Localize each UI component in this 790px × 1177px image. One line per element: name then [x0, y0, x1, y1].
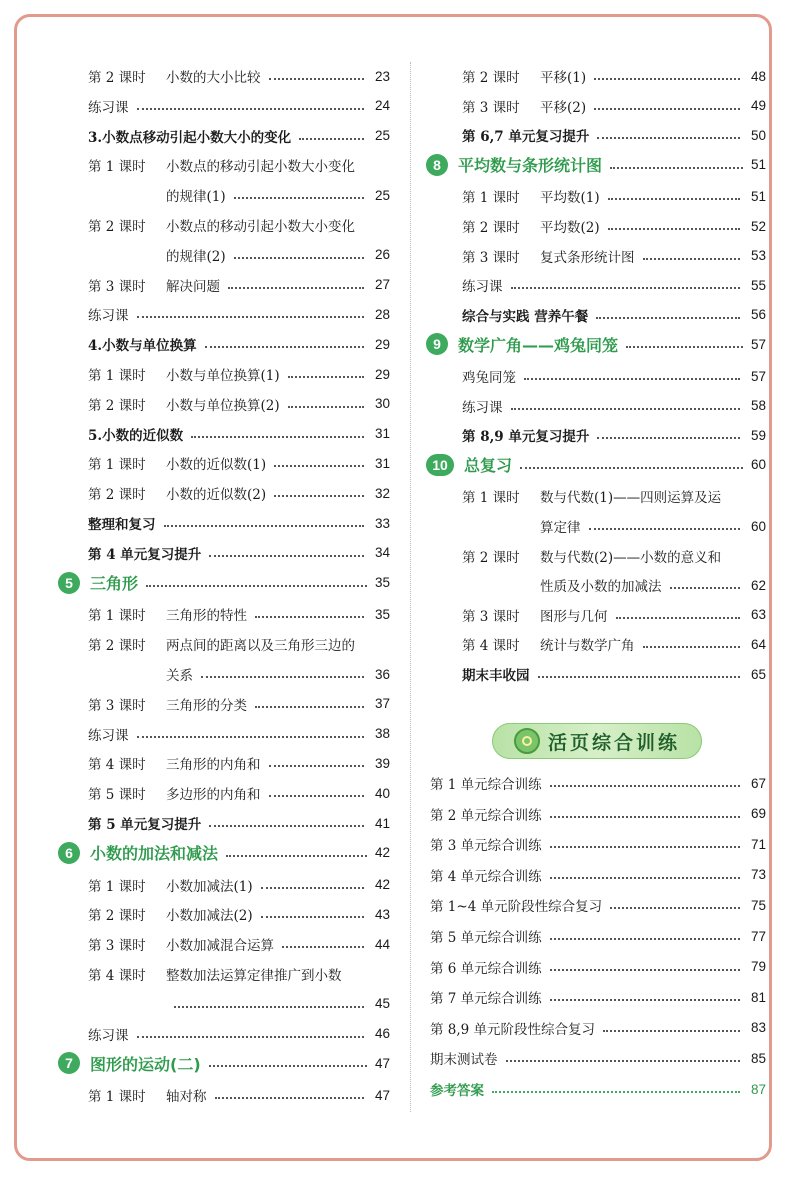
entry-title: 小数的近似数(1) [166, 457, 267, 474]
dot-leader [524, 378, 740, 380]
toc-chapter-7[interactable] [58, 1050, 390, 1076]
entry-title: 第 5 单元复习提升 [88, 817, 202, 833]
entry-title: 练习课 [88, 1027, 129, 1044]
toc-chapter-5[interactable] [58, 570, 390, 596]
chapter-title: 总复习 [464, 456, 513, 476]
toc-entry[interactable] [462, 394, 766, 418]
dot-leader [228, 287, 364, 289]
entry-title-continued: 性质及小数的加减法 [540, 579, 662, 596]
toc-entry[interactable] [462, 123, 766, 147]
entry-title: 练习课 [462, 399, 503, 416]
banner-title: 活页综合训练 [547, 731, 680, 754]
page-number: 23 [374, 68, 390, 84]
toc-entry[interactable] [430, 985, 766, 1009]
page-number: 24 [374, 98, 390, 114]
page-number: 50 [750, 127, 766, 143]
toc-entry[interactable] [88, 332, 390, 356]
page-number: 30 [374, 396, 390, 412]
dot-leader [670, 587, 741, 589]
dot-leader [261, 916, 364, 918]
entry-title-continued: 的规律(1) [166, 189, 226, 206]
page-number: 47 [374, 1055, 390, 1071]
entry-title: 三角形的分类 [166, 697, 247, 714]
page-number: 31 [374, 426, 390, 442]
dot-leader [538, 676, 741, 678]
chapter-number-badge: 6 [58, 842, 80, 864]
entry-title: 小数加减法(2) [166, 908, 253, 925]
entry-title: 第 1~4 单元阶段性综合复习 [430, 899, 603, 916]
page-number: 45 [374, 996, 390, 1012]
entry-title: 小数加减法(1) [166, 878, 253, 895]
dot-leader [608, 198, 740, 200]
page-number: 39 [374, 755, 390, 771]
page-number: 34 [374, 545, 390, 561]
page-number: 29 [374, 336, 390, 352]
chapter-title: 小数的加法和减法 [90, 844, 219, 864]
lesson-label: 第 1 课时 [462, 490, 520, 507]
page-number: 52 [750, 218, 766, 234]
toc-entry[interactable] [88, 751, 390, 775]
lesson-label: 第 2 课时 [462, 549, 520, 566]
dot-leader [608, 228, 740, 230]
dot-leader [282, 946, 364, 948]
toc-entry[interactable] [88, 873, 390, 897]
dot-leader [299, 138, 364, 140]
toc-entry[interactable] [88, 662, 390, 686]
entry-title: 整数加法运算定律推广到小数 [166, 968, 342, 984]
entry-title: 两点间的距离以及三角形三边的 [166, 638, 355, 655]
dot-leader [626, 346, 743, 348]
entry-title: 第 8,9 单元阶段性综合复习 [430, 1021, 596, 1038]
page-number: 81 [750, 989, 766, 1005]
entry-title: 5.小数的近似数 [88, 427, 184, 444]
page-number: 46 [374, 1026, 390, 1042]
entry-title: 小数点的移动引起小数大小变化 [166, 219, 355, 235]
entry-title: 数与代数(2)——小数的意义和 [540, 549, 722, 566]
page-number: 87 [750, 1081, 766, 1097]
lesson-label: 第 2 课时 [88, 219, 146, 235]
toc-entry[interactable] [462, 544, 766, 568]
toc-entry[interactable] [462, 603, 766, 627]
page-number: 83 [750, 1020, 766, 1036]
toc-entry[interactable] [88, 932, 390, 956]
chapter-title: 平均数与条形统计图 [458, 156, 603, 176]
chapter-number-badge: 8 [426, 154, 448, 176]
toc-entry[interactable] [88, 1083, 390, 1107]
page-number: 69 [750, 806, 766, 822]
toc-entry[interactable] [88, 811, 390, 835]
dot-leader [215, 1097, 365, 1099]
toc-entry[interactable] [88, 902, 390, 926]
dot-leader [234, 197, 364, 199]
entry-title: 3.小数点移动引起小数大小的变化 [88, 129, 292, 146]
lesson-label: 第 2 课时 [88, 487, 146, 504]
page-number: 32 [374, 485, 390, 501]
lesson-label: 第 2 课时 [88, 908, 146, 925]
dot-leader [506, 1060, 741, 1062]
lesson-label: 第 3 课时 [88, 278, 146, 295]
toc-entry[interactable] [88, 302, 390, 326]
dot-leader [137, 316, 365, 318]
dot-leader [550, 846, 740, 848]
lesson-label: 第 1 课时 [88, 1089, 146, 1106]
toc-entry[interactable] [88, 481, 390, 505]
entry-title: 期末测试卷 [430, 1052, 498, 1069]
toc-entry[interactable] [88, 511, 390, 535]
dot-leader [597, 137, 740, 139]
dot-leader [596, 317, 740, 319]
chapter-number-badge: 9 [426, 333, 448, 355]
dot-leader [255, 706, 364, 708]
dot-leader [603, 1030, 740, 1032]
dot-leader [137, 736, 365, 738]
entry-title: 解决问题 [166, 278, 220, 295]
entry-title-continued: 算定律 [540, 520, 581, 536]
toc-entry[interactable] [430, 802, 766, 826]
page-number: 60 [750, 518, 766, 534]
entry-title: 小数加减混合运算 [166, 938, 274, 955]
snail-icon [514, 728, 540, 754]
toc-entry[interactable] [462, 364, 766, 388]
dot-leader [288, 376, 364, 378]
lesson-label: 第 3 课时 [462, 99, 520, 116]
entry-title: 小数的大小比较 [166, 70, 261, 86]
dot-leader [550, 969, 740, 971]
toc-entry[interactable] [430, 955, 766, 979]
dot-leader [137, 108, 365, 110]
lesson-label: 第 1 课时 [88, 608, 146, 625]
dot-leader [146, 585, 367, 587]
dot-leader [255, 616, 364, 618]
page-number: 49 [750, 98, 766, 114]
lesson-label: 第 3 课时 [462, 608, 520, 625]
lesson-label: 第 3 课时 [462, 249, 520, 266]
lesson-label: 第 4 课时 [462, 638, 520, 655]
toc-entry[interactable] [462, 573, 766, 597]
lesson-label: 第 2 课时 [462, 70, 520, 86]
dot-leader [209, 825, 364, 827]
entry-title: 整理和复习 [88, 517, 156, 533]
entry-title-continued: 的规律(2) [166, 248, 226, 265]
page-number: 31 [374, 455, 390, 471]
page-number: 33 [374, 515, 390, 531]
page-number: 25 [374, 128, 390, 144]
entry-title: 第 4 单元综合训练 [430, 868, 542, 885]
page-number: 75 [750, 897, 766, 913]
toc-entry[interactable] [430, 771, 766, 795]
page-number: 63 [750, 607, 766, 623]
entry-title: 平均数(1) [540, 190, 600, 207]
chapter-title: 图形的运动(二) [90, 1054, 201, 1074]
page-number: 73 [750, 867, 766, 883]
entry-title: 多边形的内角和 [166, 787, 261, 804]
entry-title: 期末丰收园 [462, 668, 530, 684]
toc-entry[interactable] [88, 153, 390, 177]
chapter-title: 数学广角——鸡兔同笼 [458, 335, 619, 355]
toc-entry[interactable] [88, 213, 390, 237]
dot-leader [137, 1036, 365, 1038]
dot-leader [550, 938, 740, 940]
entry-title: 平移(2) [540, 99, 587, 116]
entry-title: 统计与数学广角 [540, 638, 635, 655]
page-number: 38 [374, 726, 390, 742]
toc-entry[interactable] [88, 362, 390, 386]
entry-title: 小数与单位换算(1) [166, 368, 280, 384]
toc-entry[interactable] [462, 303, 766, 327]
dot-leader [234, 257, 364, 259]
dot-leader [174, 1006, 364, 1008]
page-number: 58 [750, 398, 766, 414]
toc-entry[interactable] [88, 392, 390, 416]
page-number: 60 [750, 457, 766, 473]
toc-entry[interactable] [462, 514, 766, 538]
chapter-number-badge: 10 [426, 454, 454, 476]
dot-leader [610, 167, 743, 169]
toc-entry[interactable] [88, 94, 390, 118]
toc-entry[interactable] [88, 541, 390, 565]
lesson-label: 第 2 课时 [462, 220, 520, 236]
entry-title: 参考答案 [430, 1083, 484, 1099]
dot-leader [492, 1091, 740, 1093]
entry-title: 练习课 [88, 727, 129, 744]
toc-entry[interactable] [430, 863, 766, 887]
page-number: 57 [750, 336, 766, 352]
page-number: 67 [750, 775, 766, 791]
dot-leader [226, 855, 367, 857]
toc-chapter-6[interactable] [58, 840, 390, 866]
toc-entry[interactable] [462, 423, 766, 447]
entry-title: 练习课 [88, 99, 129, 116]
chapter-number-badge: 5 [58, 572, 80, 594]
page-number: 51 [750, 157, 766, 173]
entry-title-continued: 关系 [166, 668, 193, 684]
toc-entry[interactable] [462, 94, 766, 118]
page-number: 62 [750, 577, 766, 593]
lesson-label: 第 4 课时 [88, 968, 146, 984]
toc-entry[interactable] [430, 893, 766, 917]
toc-chapter-10[interactable] [426, 452, 766, 478]
toc-entry[interactable] [430, 1077, 766, 1101]
page-number: 47 [374, 1087, 390, 1103]
toc-entry[interactable] [88, 632, 390, 656]
toc-chapter-8[interactable] [426, 152, 766, 178]
page-number: 56 [750, 307, 766, 323]
toc-entry[interactable] [88, 422, 390, 446]
toc-entry[interactable] [88, 451, 390, 475]
toc-chapter-9[interactable] [426, 331, 766, 357]
dot-leader [643, 646, 741, 648]
toc-entry[interactable] [462, 632, 766, 656]
dot-leader [616, 617, 741, 619]
page-number: 71 [750, 836, 766, 852]
page-number: 42 [374, 877, 390, 893]
toc-entry[interactable] [462, 184, 766, 208]
page-number: 77 [750, 928, 766, 944]
page-number: 35 [374, 606, 390, 622]
page-number: 59 [750, 427, 766, 443]
page-number: 40 [374, 785, 390, 801]
dot-leader [209, 555, 364, 557]
toc-entry[interactable] [430, 832, 766, 856]
entry-title: 小数与单位换算(2) [166, 397, 280, 414]
toc-entry[interactable] [88, 722, 390, 746]
chapter-title: 三角形 [90, 574, 139, 594]
toc-entry[interactable] [88, 124, 390, 148]
toc-entry[interactable] [430, 1016, 766, 1040]
entry-title: 小数点的移动引起小数大小变化 [166, 159, 355, 176]
toc-entry[interactable] [88, 243, 390, 267]
entry-title: 轴对称 [166, 1089, 207, 1106]
dot-leader [261, 887, 364, 889]
toc-entry[interactable] [430, 1046, 766, 1070]
lesson-label: 第 3 课时 [88, 697, 146, 714]
entry-title: 复式条形统计图 [540, 249, 635, 266]
toc-entry[interactable] [88, 183, 390, 207]
entry-title: 练习课 [88, 308, 129, 325]
dot-leader [191, 436, 364, 438]
dot-leader [550, 785, 740, 787]
page-number: 42 [374, 845, 390, 861]
lesson-label: 第 5 课时 [88, 787, 146, 804]
lesson-label: 第 1 课时 [88, 159, 146, 176]
page-number: 37 [374, 696, 390, 712]
dot-leader [589, 528, 741, 530]
dot-leader [511, 408, 741, 410]
toc-entry[interactable] [88, 781, 390, 805]
toc-entry[interactable] [88, 962, 390, 986]
entry-title: 三角形的特性 [166, 608, 247, 625]
dot-leader [594, 108, 740, 110]
lesson-label: 第 2 课时 [88, 397, 146, 414]
toc-entry[interactable] [462, 273, 766, 297]
entry-title: 三角形的内角和 [166, 757, 261, 774]
entry-title: 平移(1) [540, 70, 587, 86]
dot-leader [201, 676, 364, 678]
lesson-label: 第 1 课时 [88, 878, 146, 895]
practice-section-banner [492, 723, 702, 759]
page-number: 36 [374, 666, 390, 682]
entry-title: 第 1 单元综合训练 [430, 777, 542, 793]
dot-leader [550, 999, 740, 1001]
page-number: 26 [374, 247, 390, 263]
entry-title: 鸡兔同笼 [462, 370, 516, 386]
entry-title: 第 4 单元复习提升 [88, 546, 202, 563]
entry-title: 第 6 单元综合训练 [430, 960, 542, 977]
entry-title: 4.小数与单位换算 [88, 338, 197, 355]
dot-leader [269, 78, 365, 80]
chapter-number-badge: 7 [58, 1052, 80, 1074]
lesson-label: 第 4 课时 [88, 757, 146, 774]
lesson-label: 第 1 课时 [88, 368, 146, 384]
toc-entry[interactable] [462, 214, 766, 238]
entry-title: 平均数(2) [540, 220, 600, 236]
entry-title: 数与代数(1)——四则运算及运 [540, 490, 722, 507]
dot-leader [643, 258, 741, 260]
page-number: 43 [374, 906, 390, 922]
page-number: 65 [750, 666, 766, 682]
dot-leader [594, 78, 740, 80]
dot-leader [209, 1065, 367, 1067]
column-divider [410, 62, 411, 1112]
entry-title: 第 5 单元综合训练 [430, 930, 542, 946]
page-number: 41 [374, 815, 390, 831]
entry-title: 第 2 单元综合训练 [430, 807, 542, 824]
toc-entry[interactable] [88, 692, 390, 716]
toc-entry[interactable] [88, 64, 390, 88]
dot-leader [550, 816, 740, 818]
lesson-label: 第 2 课时 [88, 638, 146, 655]
page-number: 85 [750, 1050, 766, 1066]
entry-title: 第 8,9 单元复习提升 [462, 429, 590, 446]
page-number: 27 [374, 277, 390, 293]
toc-entry[interactable] [88, 602, 390, 626]
lesson-label: 第 3 课时 [88, 938, 146, 955]
entry-title: 综合与实践 营养午餐 [462, 308, 589, 325]
dot-leader [269, 795, 365, 797]
page-number: 79 [750, 959, 766, 975]
lesson-label: 第 1 课时 [88, 457, 146, 474]
page-number: 25 [374, 187, 390, 203]
dot-leader [288, 406, 364, 408]
dot-leader [520, 467, 743, 469]
toc-entry[interactable] [430, 924, 766, 948]
page-number: 53 [750, 248, 766, 264]
dot-leader [274, 495, 364, 497]
toc-entry[interactable] [88, 992, 390, 1016]
toc-entry[interactable] [88, 1022, 390, 1046]
dot-leader [269, 765, 365, 767]
toc-entry[interactable] [462, 244, 766, 268]
toc-entry[interactable] [462, 662, 766, 686]
page-number: 57 [750, 368, 766, 384]
toc-entry[interactable] [462, 64, 766, 88]
page-number: 55 [750, 277, 766, 293]
lesson-label: 第 2 课时 [88, 70, 146, 86]
dot-leader [205, 346, 364, 348]
page-number: 51 [750, 188, 766, 204]
entry-title: 图形与几何 [540, 608, 608, 625]
dot-leader [274, 465, 364, 467]
entry-title: 小数的近似数(2) [166, 487, 267, 504]
page-number: 29 [374, 366, 390, 382]
toc-entry[interactable] [88, 273, 390, 297]
toc-entry[interactable] [462, 484, 766, 508]
lesson-label: 第 1 课时 [462, 190, 520, 207]
dot-leader [164, 525, 365, 527]
dot-leader [597, 437, 740, 439]
entry-title: 练习课 [462, 279, 503, 296]
dot-leader [610, 907, 740, 909]
dot-leader [550, 877, 740, 879]
entry-title: 第 7 单元综合训练 [430, 991, 542, 1008]
page-number: 28 [374, 306, 390, 322]
dot-leader [511, 287, 741, 289]
page-number: 44 [374, 936, 390, 952]
page-number: 35 [374, 575, 390, 591]
entry-title: 第 6,7 单元复习提升 [462, 129, 590, 146]
entry-title: 第 3 单元综合训练 [430, 838, 542, 855]
page-number: 48 [750, 68, 766, 84]
page-number: 64 [750, 636, 766, 652]
